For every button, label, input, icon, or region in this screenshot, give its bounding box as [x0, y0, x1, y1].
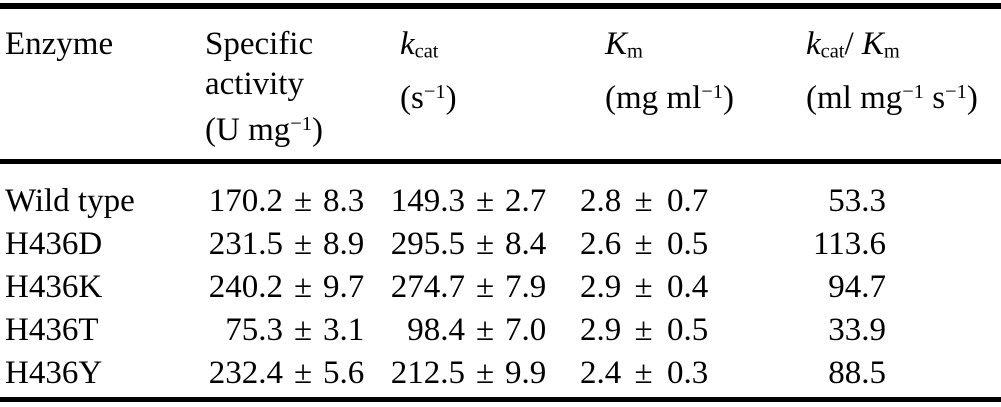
kcat-symbol: kcat — [400, 26, 439, 63]
value: 232.4 — [208, 355, 283, 391]
plus-minus-sign: ± — [634, 312, 653, 348]
value: 149.3 — [390, 183, 465, 219]
value: 2.4 — [580, 355, 622, 391]
table-row-h436y — [5, 352, 1001, 395]
col-header-km — [580, 24, 806, 150]
km-symbol: Km — [605, 26, 643, 63]
enzyme-name: H436T — [5, 312, 99, 348]
value: 170.2 — [208, 183, 283, 219]
kcat-cell — [387, 223, 580, 266]
ratio-value: 113.6 — [812, 226, 886, 262]
error: 9.9 — [505, 355, 547, 391]
ratio-value: 53.3 — [828, 183, 886, 219]
table-header-row — [5, 24, 1001, 150]
error: 5.6 — [323, 355, 365, 391]
error: 7.0 — [505, 312, 547, 348]
km-cell — [580, 309, 806, 352]
kcat-km-cell — [806, 309, 1001, 352]
ratio-value: 88.5 — [828, 355, 886, 391]
table-row-wild-type — [5, 180, 1001, 223]
km-cell — [580, 223, 806, 266]
plus-minus-sign: ± — [634, 355, 653, 391]
specific-activity-line2: activity — [205, 66, 304, 102]
kcat-cell — [387, 180, 580, 223]
enzyme-name: H436D — [5, 226, 103, 262]
kcat-km-cell — [806, 352, 1001, 395]
km-unit: (mg $ml^{-1}$) — [605, 79, 734, 116]
specific-activity-cell — [205, 266, 387, 309]
kcat-km-cell — [806, 180, 1001, 223]
plus-minus-sign: ± — [293, 183, 313, 219]
value: 2.8 — [580, 183, 622, 219]
table-header-rule — [0, 159, 1001, 164]
km-cell — [580, 352, 806, 395]
plus-minus-sign: ± — [293, 312, 313, 348]
value: 212.5 — [390, 355, 465, 391]
table-top-rule — [0, 3, 1001, 9]
kcat-cell — [387, 352, 580, 395]
kcat-cell — [387, 309, 580, 352]
table-row-h436k — [5, 266, 1001, 309]
value: 2.9 — [580, 269, 622, 305]
value: 2.6 — [580, 226, 622, 262]
col-header-kcat-km — [806, 24, 1001, 150]
km-cell — [580, 180, 806, 223]
error: 9.7 — [323, 269, 365, 305]
table-bottom-rule — [0, 397, 1001, 402]
value: 2.9 — [580, 312, 622, 348]
plus-minus-sign: ± — [475, 183, 495, 219]
value: 75.3 — [225, 312, 283, 348]
enzyme-name: H436Y — [5, 355, 103, 391]
specific-activity-line1: Specific — [205, 26, 314, 62]
error: 7.9 — [505, 269, 547, 305]
table-row-h436t — [5, 309, 1001, 352]
col-header-enzyme: Enzyme — [5, 26, 114, 62]
kcat-unit: $(s^{-1})$ — [400, 79, 457, 116]
specific-activity-cell — [205, 180, 387, 223]
kcat-km-symbol: kcat/ Km — [806, 26, 900, 63]
plus-minus-sign: ± — [475, 312, 495, 348]
col-header-specific-activity — [205, 24, 387, 150]
plus-minus-sign: ± — [634, 183, 653, 219]
plus-minus-sign: ± — [475, 269, 495, 305]
table-body — [5, 180, 1001, 395]
specific-activity-unit: (U $mg^{-1}$) — [205, 112, 323, 149]
plus-minus-sign: ± — [475, 355, 495, 391]
plus-minus-sign: ± — [293, 269, 313, 305]
kcat-cell — [387, 266, 580, 309]
table-row-h436d — [5, 223, 1001, 266]
plus-minus-sign: ± — [475, 226, 495, 262]
kcat-km-cell — [806, 223, 1001, 266]
value: 98.4 — [407, 312, 465, 348]
km-cell — [580, 266, 806, 309]
error: 0.5 — [667, 226, 709, 262]
specific-activity-cell — [205, 309, 387, 352]
kcat-km-cell — [806, 266, 1001, 309]
col-header-kcat — [387, 24, 580, 150]
plus-minus-sign: ± — [634, 226, 653, 262]
enzyme-name: Wild type — [5, 183, 135, 219]
value: 295.5 — [390, 226, 465, 262]
enzyme-name: H436K — [5, 269, 103, 305]
error: 0.7 — [667, 183, 709, 219]
error: 3.1 — [323, 312, 365, 348]
plus-minus-sign: ± — [293, 355, 313, 391]
plus-minus-sign: ± — [634, 269, 653, 305]
error: 0.3 — [667, 355, 709, 391]
error: 0.5 — [667, 312, 709, 348]
plus-minus-sign: ± — [293, 226, 313, 262]
error: 8.3 — [323, 183, 365, 219]
value: 274.7 — [390, 269, 465, 305]
value: 240.2 — [208, 269, 283, 305]
value: 231.5 — [208, 226, 283, 262]
ratio-value: 94.7 — [828, 269, 886, 305]
kcat-km-unit: (ml $mg^{-1}$ $s^{-1}$) — [806, 79, 978, 116]
specific-activity-cell — [205, 223, 387, 266]
error: 2.7 — [505, 183, 547, 219]
error: 8.9 — [323, 226, 365, 262]
error: 0.4 — [667, 269, 709, 305]
error: 8.4 — [505, 226, 547, 262]
ratio-value: 33.9 — [828, 312, 886, 348]
specific-activity-cell — [205, 352, 387, 395]
